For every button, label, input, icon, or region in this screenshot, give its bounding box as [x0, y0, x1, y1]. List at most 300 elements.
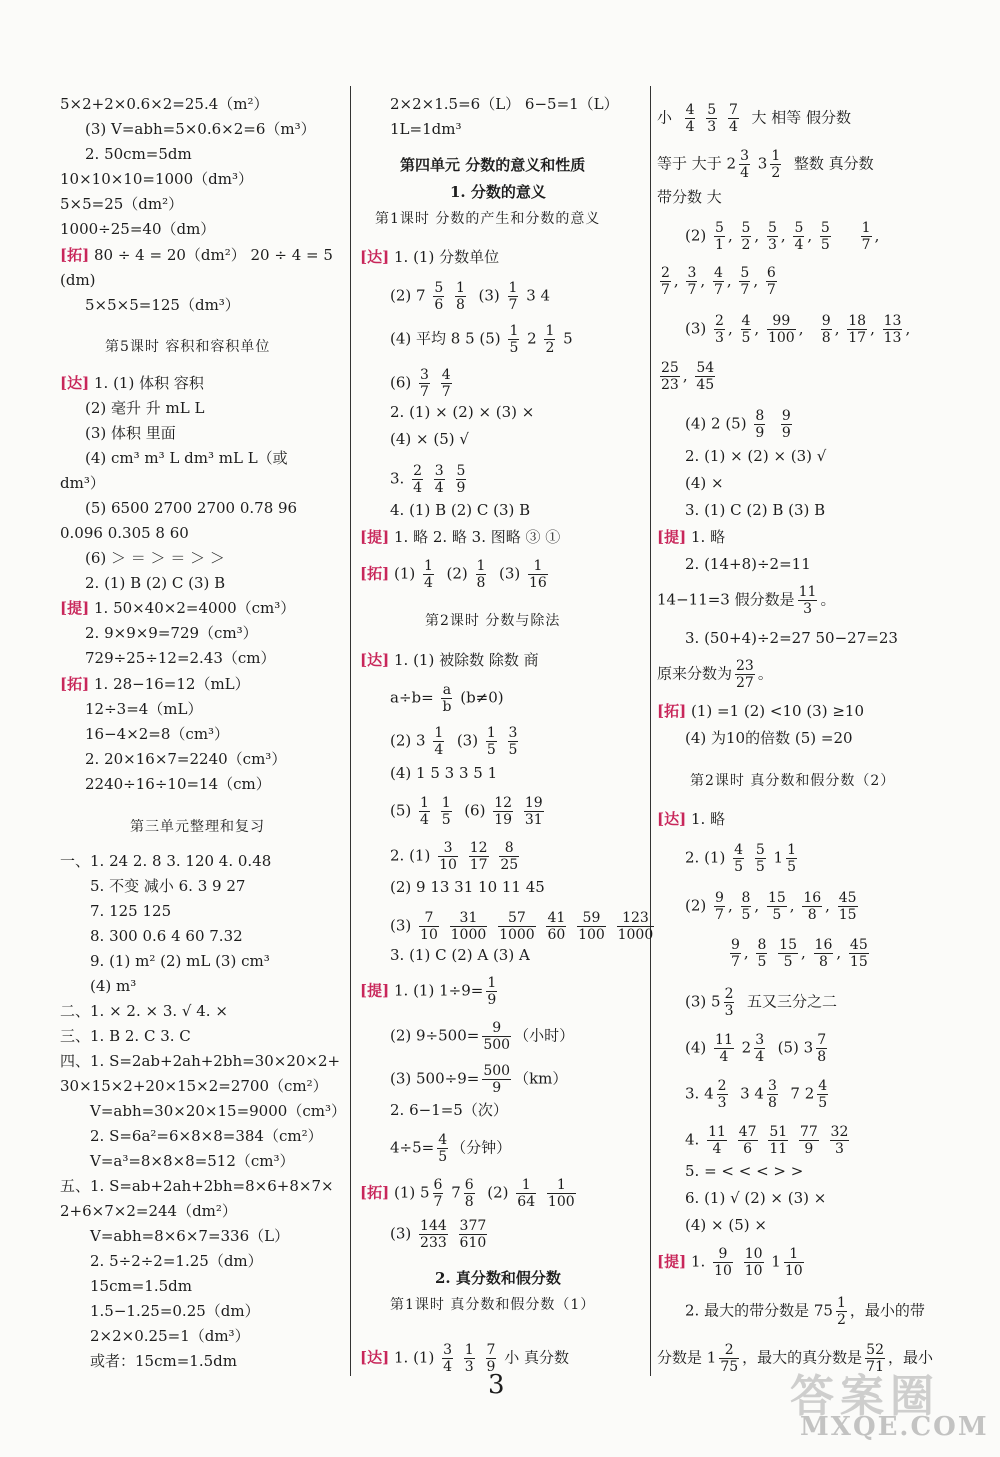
- tag-da: [达]: [360, 1348, 390, 1367]
- numerator: 3: [438, 840, 458, 857]
- denominator: 5: [755, 859, 765, 875]
- text: 2: [741, 1038, 752, 1057]
- text: 整数 真分数: [793, 154, 874, 173]
- denominator: 60: [547, 927, 566, 943]
- text-line: [60, 598, 295, 618]
- denominator: 8: [817, 1049, 827, 1065]
- fraction: [883, 313, 903, 346]
- text: 2. 最大的带分数是 75: [685, 1301, 833, 1320]
- numerator: 25: [661, 360, 679, 376]
- numerator: 4: [734, 842, 744, 858]
- fraction: [793, 220, 804, 253]
- fraction: [714, 313, 725, 346]
- fraction: [464, 1177, 475, 1210]
- numerator: 1: [487, 975, 497, 991]
- fraction: [820, 220, 831, 253]
- numerator: 16: [814, 937, 833, 953]
- text-line: [390, 1063, 567, 1096]
- numerator: 7: [728, 102, 738, 118]
- denominator: 10: [439, 857, 457, 873]
- text-line: [390, 367, 455, 400]
- numerator: 3: [767, 1078, 777, 1094]
- text-line: [390, 1020, 574, 1053]
- text: 1. 28−16=12（mL）: [93, 675, 250, 693]
- text: a÷b=: [390, 688, 434, 707]
- fraction: [744, 1246, 764, 1279]
- numerator: 47: [738, 1124, 757, 1140]
- numerator: 7: [817, 1032, 827, 1048]
- text-line: 2240÷16÷10=14（cm）: [85, 775, 271, 793]
- text: 1. 50×40×2=4000（cm³）: [93, 599, 296, 617]
- numerator: 8: [499, 840, 519, 857]
- fraction: [756, 937, 767, 970]
- fraction: [847, 313, 867, 346]
- fraction: [755, 842, 766, 875]
- text: 1.: [690, 1252, 706, 1271]
- text-line: [657, 1246, 807, 1279]
- denominator: 5: [486, 742, 496, 758]
- fraction: [441, 367, 452, 400]
- text: 小: [657, 108, 673, 127]
- denominator: 64: [517, 1194, 536, 1210]
- fraction: [707, 1124, 727, 1157]
- fraction: [802, 890, 822, 923]
- numerator: 1: [784, 1246, 804, 1263]
- numerator: 31: [450, 910, 488, 927]
- text: 。: [757, 664, 773, 683]
- fraction: [476, 558, 487, 591]
- text-line: 30×15×2+20×15×2=2700（cm²）: [60, 1077, 328, 1095]
- text: 五又三分之二: [747, 992, 838, 1011]
- text-line: 四、1. S=2ab+2ah+2bh=30×20×2+: [60, 1052, 341, 1070]
- fraction: [419, 910, 439, 943]
- denominator: 1000: [450, 927, 487, 943]
- text: 2. (1): [390, 846, 431, 865]
- text-line: [390, 1218, 490, 1251]
- text-line: [657, 148, 874, 181]
- fraction: [438, 840, 458, 873]
- denominator: 5: [441, 812, 451, 828]
- numerator: 6: [433, 1177, 443, 1193]
- denominator: 5: [820, 237, 830, 253]
- denominator: 16: [529, 575, 547, 591]
- numerator: 45: [849, 937, 868, 953]
- numerator: 3: [420, 367, 429, 383]
- numerator: 9: [781, 408, 791, 424]
- denominator: 6: [434, 297, 444, 313]
- fraction: [754, 1032, 765, 1065]
- denominator: 10: [714, 1263, 732, 1279]
- fraction: [617, 910, 655, 943]
- numerator: 2: [719, 1342, 739, 1359]
- text-line: [685, 408, 795, 441]
- text-line: 729÷25÷12=2.43（cm）: [85, 649, 276, 667]
- text-line: 1.5−1.25=0.25（dm）: [90, 1302, 260, 1320]
- text-line: (2) $\frac{5}{1}$ , $\frac{5}{2}$ , $\frac{5}{3}$ , $\frac{5}{4}$ , $\frac{5}{5}$ $\frac{1}{7}$ ,: [685, 220, 880, 253]
- text-line: 5×5=25（dm²）: [60, 195, 184, 213]
- numerator: 1: [836, 1295, 846, 1311]
- text-line: (2) 9 13 31 10 11 45: [390, 878, 545, 896]
- fraction: [767, 890, 787, 923]
- text-line: [390, 840, 522, 873]
- text-line: 带分数 大: [657, 188, 722, 206]
- fraction: [441, 795, 452, 828]
- denominator: 7: [740, 282, 750, 298]
- text-line: [60, 245, 333, 265]
- text-line: (4) 平均 8 5 (5) $\frac{1}{5}$ 2 $\frac{1}{2}$ 5: [390, 323, 573, 356]
- denominator: 4: [728, 119, 738, 135]
- numerator: 1: [486, 725, 496, 741]
- fraction: [733, 842, 744, 875]
- denominator: 9: [755, 425, 765, 441]
- text: 3.: [390, 469, 405, 488]
- text-line: (4) × (5) ×: [685, 1216, 767, 1234]
- fraction: [814, 937, 834, 970]
- fraction: [728, 102, 739, 135]
- text-line: 2. (1) × (2) × (3) √: [685, 447, 827, 465]
- denominator: 4: [740, 165, 750, 181]
- text-line: [685, 1078, 831, 1111]
- numerator: 5: [755, 842, 765, 858]
- numerator: 3: [755, 1032, 765, 1048]
- watermark-url: MXQE.COM: [800, 1412, 989, 1442]
- fraction: [717, 1078, 728, 1111]
- fraction: [498, 910, 536, 943]
- text-line: 15cm=1.5dm: [90, 1277, 192, 1295]
- numerator: 5: [707, 102, 717, 118]
- numerator: 4: [713, 265, 723, 281]
- numerator: 4: [741, 313, 751, 329]
- fraction: [719, 1342, 739, 1375]
- denominator: 4: [794, 237, 804, 253]
- text: 原来分数为: [657, 664, 733, 683]
- denominator: 11: [769, 1141, 788, 1157]
- denominator: 7: [661, 282, 670, 298]
- denominator: 4: [434, 480, 444, 496]
- text-line: (4) 1 5 3 3 5 1: [390, 764, 498, 782]
- text-line: 三、1. B 2. C 3. C: [60, 1027, 191, 1045]
- text-line: $\frac{25}{23}$ , $\frac{54}{45}$: [661, 360, 715, 393]
- section-heading: 2. 真分数和假分数: [435, 1269, 561, 1287]
- text-line: 2. 6−1=5（次）: [390, 1101, 508, 1119]
- denominator: 7: [766, 282, 776, 298]
- denominator: 45: [696, 377, 715, 393]
- unit-heading: 第四单元 分数的意义和性质: [400, 156, 586, 174]
- numerator: 8: [741, 890, 751, 906]
- text-line: 2. 9×9×9=729（cm³）: [85, 624, 258, 642]
- denominator: 3: [767, 237, 777, 253]
- numerator: 77: [799, 1124, 818, 1140]
- numerator: 10: [744, 1246, 763, 1262]
- lesson-heading: 第1课时 分数的产生和分数的意义: [375, 211, 601, 227]
- fraction: [499, 840, 519, 873]
- denominator: 75: [720, 1359, 739, 1375]
- text-line: 9. (1) m² (2) mL (3) cm³: [90, 952, 270, 970]
- denominator: 7: [715, 907, 724, 923]
- numerator: 57: [498, 910, 536, 927]
- numerator: 1: [545, 323, 555, 339]
- fraction: [524, 795, 544, 828]
- text: (1): [393, 564, 416, 583]
- text: 。: [820, 590, 836, 609]
- tag-tuo: [拓]: [657, 702, 687, 720]
- text-line: [390, 463, 469, 496]
- denominator: 5: [741, 330, 751, 346]
- fraction: [450, 910, 488, 943]
- denominator: 8: [476, 575, 486, 591]
- fraction: [714, 1032, 734, 1065]
- text-line: (4) cm³ m³ L dm³ mL L（或: [85, 449, 288, 467]
- section-heading: 第三单元整理和复习: [130, 819, 265, 835]
- text-line: [360, 650, 539, 670]
- text: (2): [487, 1183, 509, 1202]
- text-line: [390, 280, 550, 313]
- denominator: 1000: [617, 927, 654, 943]
- text-line: (4) 为10的倍数 (5) =20: [685, 729, 853, 747]
- fraction: [706, 102, 717, 135]
- fraction: [838, 890, 858, 923]
- numerator: 3: [740, 148, 750, 164]
- fraction: [770, 148, 781, 181]
- numerator: 1: [528, 558, 548, 575]
- text-line: [60, 373, 204, 393]
- text-line: [390, 725, 521, 758]
- lesson-heading: 第2课时 真分数和假分数（2）: [690, 773, 896, 789]
- fraction: [437, 1132, 448, 1165]
- numerator: 1: [434, 725, 444, 741]
- fraction: [486, 725, 497, 758]
- text: (3): [456, 731, 479, 750]
- text: 1. (1): [393, 1348, 435, 1367]
- text: (2): [685, 226, 707, 245]
- fraction: [735, 658, 755, 691]
- text-line: [360, 975, 500, 1008]
- text: (5): [390, 801, 412, 820]
- denominator: 8: [821, 330, 831, 346]
- numerator: 13: [883, 313, 902, 329]
- section-heading: 第5课时 容积和容积单位: [105, 339, 271, 355]
- numerator: 41: [547, 910, 566, 926]
- fraction: [816, 1032, 827, 1065]
- fraction: [714, 220, 725, 253]
- denominator: 4: [413, 480, 423, 496]
- fraction: [767, 220, 778, 253]
- tag-tuo: [拓]: [360, 1183, 390, 1202]
- denominator: 4: [719, 1049, 729, 1065]
- denominator: 5: [741, 907, 751, 923]
- tag-ti: [提]: [657, 1252, 687, 1271]
- numerator: 19: [524, 795, 543, 811]
- denominator: 3: [717, 1095, 727, 1111]
- numerator: 4: [685, 102, 695, 118]
- text: 4÷5=: [390, 1138, 435, 1157]
- fraction: [459, 1218, 488, 1251]
- text-line: (4) ×: [685, 474, 724, 492]
- numerator: 11: [708, 1124, 726, 1140]
- fraction: [547, 1177, 576, 1210]
- denominator: 15: [838, 907, 857, 923]
- text: (3): [478, 286, 500, 305]
- watermark-logo: [790, 1360, 990, 1450]
- text: 1. (1) 1÷9=: [393, 981, 484, 1000]
- denominator: 9: [781, 425, 791, 441]
- text: ，最大的真分数是: [742, 1348, 863, 1367]
- text: 7 2: [790, 1084, 815, 1103]
- text: (6): [390, 373, 412, 392]
- fraction: [412, 463, 423, 496]
- text: (3): [498, 564, 521, 583]
- text: 80 ÷ 4 = 20（dm²） 20 ÷ 4 = 5: [93, 246, 333, 264]
- denominator: 71: [866, 1359, 884, 1375]
- numerator: 5: [740, 265, 750, 281]
- text-line: (3) 体积 里面: [85, 424, 176, 442]
- numerator: 4: [818, 1078, 828, 1094]
- denominator: 3: [724, 1003, 734, 1019]
- numerator: 144: [420, 1218, 447, 1234]
- denominator: 4: [424, 575, 433, 591]
- text: 1: [771, 1252, 781, 1271]
- text-line: 4. (1) B (2) C (3) B: [390, 501, 531, 519]
- fraction: [786, 842, 797, 875]
- numerator: 1: [441, 795, 451, 811]
- denominator: 5: [757, 954, 767, 970]
- numerator: 59: [577, 910, 606, 927]
- denominator: 4: [755, 1049, 765, 1065]
- numerator: 1: [787, 842, 796, 858]
- text-line: [657, 527, 725, 547]
- text: 等于 大于 2: [657, 154, 737, 173]
- text-line: [657, 701, 864, 721]
- denominator: 9: [492, 1080, 502, 1096]
- text: 1. (1) 分数单位: [393, 248, 500, 266]
- numerator: 15: [767, 890, 786, 906]
- fraction: [713, 265, 724, 298]
- numerator: 1: [476, 558, 486, 574]
- text-line: (3) $\frac{2}{3}$ , $\frac{4}{5}$ , $\frac{99}{100}$ , $\frac{9}{8}$ , $\frac{18}{17}$ , $\frac{13}{13}$ ,: [685, 313, 911, 346]
- fraction: [767, 1078, 778, 1111]
- text: (2) 7: [390, 286, 426, 305]
- text-line: 1L=1dm³: [390, 120, 462, 138]
- numerator: 5: [767, 220, 777, 236]
- denominator: 1000: [499, 927, 535, 943]
- numerator: 51: [769, 1124, 788, 1140]
- fraction: [849, 937, 869, 970]
- denominator: 7: [731, 954, 740, 970]
- text: (1) =1 (2) <10 (3) ≥10: [690, 702, 864, 720]
- denominator: 3: [803, 601, 812, 617]
- numerator: 7: [486, 1342, 496, 1358]
- numerator: 23: [736, 658, 754, 674]
- fraction: [830, 1124, 850, 1157]
- text-line: 五、1. S=ab+2ah+2bh=8×6+8×7×: [60, 1177, 334, 1195]
- text: (3) 5: [685, 992, 721, 1011]
- numerator: 3: [443, 1342, 453, 1358]
- numerator: 3: [508, 725, 518, 741]
- fraction: [768, 1124, 788, 1157]
- text-line: 10×10×10=1000（dm³）: [60, 170, 253, 188]
- denominator: 17: [848, 330, 867, 346]
- denominator: 4: [420, 812, 429, 828]
- denominator: 5: [772, 907, 782, 923]
- text-line: 12÷3=4（mL）: [85, 700, 203, 718]
- denominator: 100: [547, 1194, 575, 1210]
- text-line: 2. 20×16×7=2240（cm³）: [85, 750, 287, 768]
- numerator: 3: [687, 265, 697, 281]
- numerator: 2: [413, 463, 423, 479]
- numerator: 32: [830, 1124, 849, 1140]
- text-line: $\frac{2}{7}$ , $\frac{3}{7}$ , $\frac{4}{7}$ , $\frac{5}{7}$ , $\frac{6}{7}$: [661, 265, 776, 298]
- numerator: 16: [803, 890, 822, 906]
- denominator: 4: [443, 1359, 453, 1375]
- denominator: 3: [715, 330, 724, 346]
- fraction: [741, 890, 752, 923]
- text-line: [60, 674, 250, 694]
- text: (3): [390, 1224, 412, 1243]
- tag-da: [达]: [360, 248, 390, 266]
- denominator: 9: [486, 1359, 496, 1375]
- text-line: [360, 247, 499, 267]
- denominator: 23: [661, 377, 679, 393]
- text-line: [360, 1342, 569, 1375]
- text-line: [685, 1124, 852, 1157]
- text-line: 2+6×7×2=244（dm²）: [60, 1202, 237, 1220]
- text-line: [390, 910, 657, 943]
- text: 4.: [685, 1130, 700, 1149]
- numerator: 2: [715, 313, 724, 329]
- text-line: 一、1. 24 2. 8 3. 120 4. 0.48: [60, 852, 272, 870]
- numerator: 12: [494, 795, 513, 811]
- fraction: [686, 265, 697, 298]
- fraction: [544, 323, 555, 356]
- denominator: 3: [707, 119, 717, 135]
- tag-tuo: [拓]: [360, 564, 390, 583]
- numerator: 500: [483, 1063, 511, 1079]
- numerator: 1: [420, 795, 429, 811]
- fraction: [738, 1124, 758, 1157]
- denominator: 9: [804, 1141, 814, 1157]
- tag-ti: [提]: [657, 528, 687, 546]
- text-line: [685, 842, 800, 875]
- numerator: 8: [755, 408, 765, 424]
- denominator: 17: [469, 857, 488, 873]
- text-line: [657, 584, 835, 617]
- text-line: [657, 809, 725, 829]
- fraction: [486, 975, 497, 1008]
- numerator: 1: [771, 148, 781, 164]
- numerator: 9: [731, 937, 740, 953]
- text: (1) 5: [393, 1183, 430, 1202]
- text: (b≠0): [460, 688, 504, 707]
- numerator: 1: [424, 558, 433, 574]
- tag-ti: [提]: [360, 981, 390, 1000]
- text-line: (4) m³: [90, 977, 137, 995]
- text-line: 5. 不变 减小 6. 3 9 27: [90, 877, 246, 895]
- numerator: 2: [724, 986, 734, 1002]
- text: (5) 3: [777, 1038, 814, 1057]
- denominator: 8: [807, 907, 817, 923]
- column-divider: [650, 86, 651, 1376]
- tag-ti: [提]: [60, 599, 90, 617]
- text-line: V=a³=8×8×8=512（cm³）: [90, 1152, 295, 1170]
- text-line: 5×2+2×0.6×2=25.4（m²）: [60, 95, 269, 113]
- denominator: 7: [861, 237, 871, 253]
- numerator: 5: [434, 280, 444, 296]
- numerator: 54: [696, 360, 715, 376]
- denominator: 6: [743, 1141, 753, 1157]
- text-line: 2×2×1.5=6（L） 6−5=1（L）: [390, 95, 619, 113]
- fraction: [419, 795, 430, 828]
- denominator: 7: [420, 384, 429, 400]
